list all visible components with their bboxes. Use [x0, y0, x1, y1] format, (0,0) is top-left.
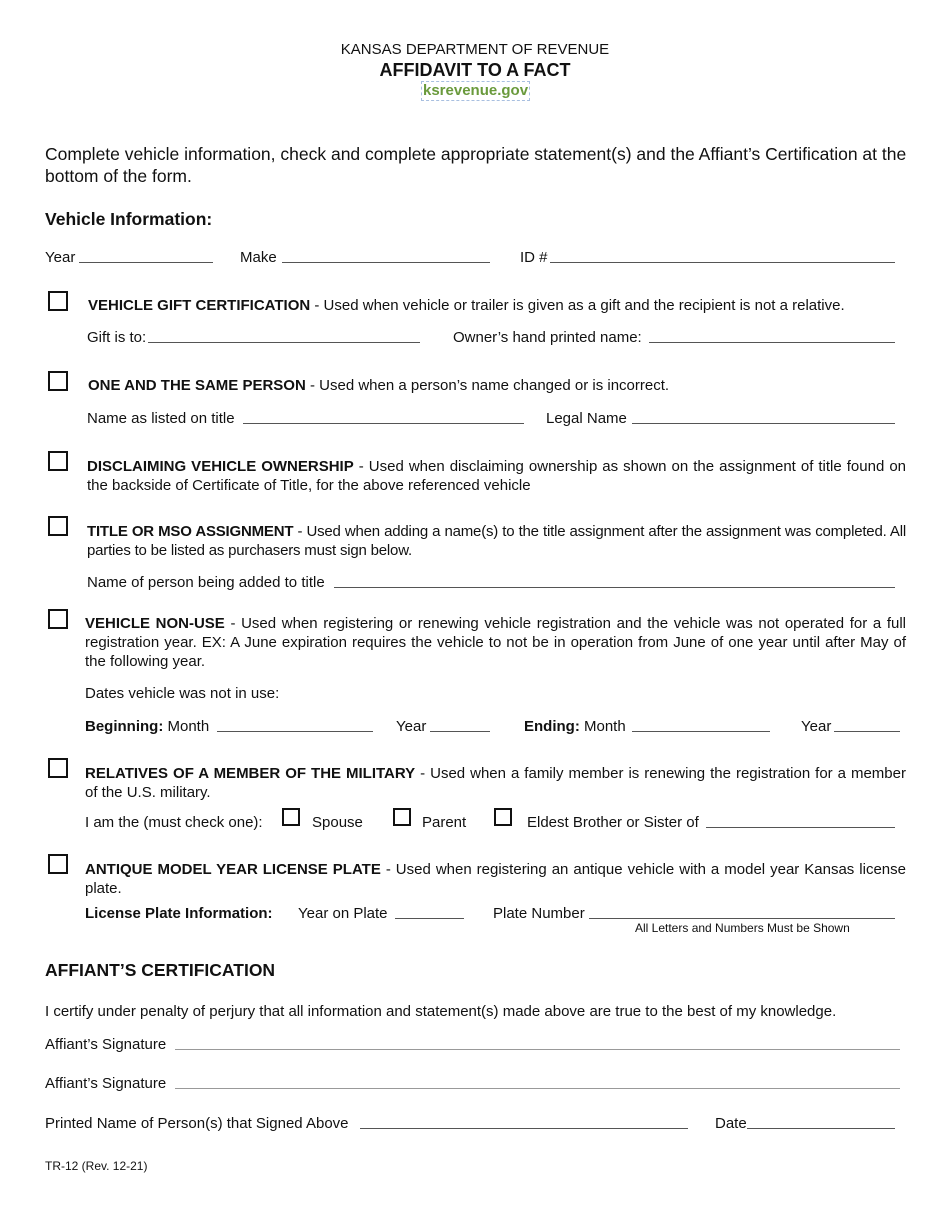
added-name-input[interactable]: [335, 571, 894, 587]
make-input[interactable]: [283, 246, 489, 262]
ending-label: Ending:: [524, 718, 580, 735]
signature-input-1[interactable]: [176, 1033, 899, 1049]
signature-label-2: Affiant’s Signature: [45, 1075, 167, 1092]
ending-month-label: [524, 717, 626, 736]
certification-heading: AFFIANT’S CERTIFICATION: [45, 960, 276, 980]
make-line: [282, 262, 490, 263]
certification-statement: I certify under penalty of perjury that all information and statement(s) made above are true to the best of my knowledge.: [45, 1003, 837, 1020]
year-on-plate-input[interactable]: [396, 902, 463, 918]
id-input[interactable]: [551, 246, 894, 262]
antique-desc: - Used when registering an antique vehicle with a model year Kansas license plate.: [85, 861, 906, 897]
title-assignment-checkbox[interactable]: [48, 516, 68, 536]
beginning-year-input[interactable]: [431, 715, 489, 731]
beginning-month-label: [85, 717, 209, 736]
beginning-label: Beginning:: [85, 718, 164, 735]
ending-year-input[interactable]: [835, 715, 899, 731]
sibling-name-input[interactable]: [707, 811, 894, 827]
ending-month-line: [632, 731, 770, 732]
gift-to-line: [148, 342, 420, 343]
ending-year-label: Year: [801, 718, 832, 735]
military-statement: [85, 764, 906, 802]
date-input[interactable]: [748, 1112, 894, 1128]
plate-number-label: Plate Number: [493, 905, 585, 922]
parent-label: Parent: [422, 814, 467, 831]
title-name-line: [243, 423, 524, 424]
military-checkbox[interactable]: [48, 758, 68, 778]
plate-number-line: [589, 918, 895, 919]
beginning-month-text: Month: [167, 718, 210, 735]
antique-checkbox[interactable]: [48, 854, 68, 874]
form-title: AFFIDAVIT TO A FACT: [379, 60, 571, 80]
agency-name: KANSAS DEPARTMENT OF REVENUE: [340, 41, 610, 58]
printed-name-line: [360, 1128, 688, 1129]
beginning-month-line: [217, 731, 373, 732]
printed-name-label: Printed Name of Person(s) that Signed Above: [45, 1115, 349, 1132]
same-person-title: ONE AND THE SAME PERSON: [88, 377, 306, 394]
legal-name-line: [632, 423, 895, 424]
gift-to-label: Gift is to:: [87, 329, 147, 346]
instructions: Complete vehicle information, check and complete appropriate statement(s) and the Affiant’s Certification at the bottom of the form.: [45, 144, 907, 186]
make-label: Make: [240, 249, 277, 266]
same-person-checkbox[interactable]: [48, 371, 68, 391]
spouse-label: Spouse: [312, 814, 363, 831]
form-number: TR-12 (Rev. 12-21): [45, 1159, 148, 1173]
id-label: ID #: [520, 249, 548, 266]
added-name-line: [334, 587, 895, 588]
year-label: Year: [45, 249, 76, 266]
title-assignment-desc: - Used when adding a name(s) to the title assignment after the assignment was completed. All parties to be listed as purchasers must sign below.: [87, 523, 906, 559]
legal-name-input[interactable]: [633, 407, 894, 423]
added-name-label: Name of person being added to title: [87, 574, 325, 591]
non-use-checkbox[interactable]: [48, 609, 68, 629]
year-on-plate-label: Year on Plate: [298, 905, 388, 922]
gift-desc: - Used when vehicle or trailer is given as a gift and the recipient is not a relative.: [310, 297, 845, 314]
gift-title: VEHICLE GIFT CERTIFICATION: [88, 297, 311, 314]
owner-name-input[interactable]: [650, 326, 894, 342]
printed-name-input[interactable]: [361, 1112, 687, 1128]
sibling-name-line: [706, 827, 895, 828]
same-person-statement: [88, 376, 908, 395]
signature-line-2: [175, 1088, 900, 1089]
date-line: [747, 1128, 895, 1129]
signature-label-1: Affiant’s Signature: [45, 1036, 167, 1053]
title-assignment-title: TITLE OR MSO ASSIGNMENT: [87, 523, 294, 540]
ending-year-line: [834, 731, 900, 732]
gift-checkbox[interactable]: [48, 291, 68, 311]
signature-line-1: [175, 1049, 900, 1050]
id-line: [550, 262, 895, 263]
sibling-label: Eldest Brother or Sister of: [527, 814, 699, 831]
year-input[interactable]: [80, 246, 212, 262]
parent-checkbox[interactable]: [393, 808, 411, 826]
antique-statement: [85, 860, 906, 898]
legal-name-label: Legal Name: [546, 410, 627, 427]
same-person-desc: - Used when a person’s name changed or is incorrect.: [305, 377, 670, 394]
beginning-year-label: Year: [396, 718, 427, 735]
plate-note: All Letters and Numbers Must be Shown: [635, 921, 850, 935]
disclaim-desc: - Used when disclaiming ownership as shown on the assignment of title found on the backside of Certificate of Title, for the above referenced vehicle: [87, 458, 906, 494]
non-use-title: VEHICLE NON-USE: [85, 615, 225, 632]
sibling-checkbox[interactable]: [494, 808, 512, 826]
non-use-statement: [85, 614, 906, 671]
ending-month-text: Month: [584, 718, 626, 735]
beginning-month-input[interactable]: [218, 715, 372, 731]
owner-name-line: [649, 342, 895, 343]
dates-not-in-use-label: Dates vehicle was not in use:: [85, 685, 280, 702]
spouse-checkbox[interactable]: [282, 808, 300, 826]
vehicle-info-heading: Vehicle Information:: [45, 209, 213, 229]
signature-input-2[interactable]: [176, 1072, 899, 1088]
disclaim-statement: [87, 457, 906, 495]
disclaim-checkbox[interactable]: [48, 451, 68, 471]
non-use-desc: - Used when registering or renewing vehicle registration and the vehicle was not operated for a full registration year. EX: A June expiration requires the vehicle to not be in operation from June of one year until after May of the following year.: [85, 615, 906, 670]
disclaim-title: DISCLAIMING VEHICLE OWNERSHIP: [87, 458, 354, 475]
military-title: RELATIVES OF A MEMBER OF THE MILITARY: [85, 765, 416, 782]
ending-month-input[interactable]: [633, 715, 769, 731]
gift-to-input[interactable]: [149, 326, 419, 342]
date-label: Date: [715, 1115, 747, 1132]
antique-title: ANTIQUE MODEL YEAR LICENSE PLATE: [85, 861, 381, 878]
website-link[interactable]: ksrevenue.gov: [423, 82, 529, 99]
beginning-year-line: [430, 731, 490, 732]
gift-statement: [88, 296, 908, 315]
owner-name-label: Owner’s hand printed name:: [453, 329, 642, 346]
year-line: [79, 262, 213, 263]
check-one-label: I am the (must check one):: [85, 814, 263, 831]
year-on-plate-line: [395, 918, 464, 919]
title-name-label: Name as listed on title: [87, 410, 235, 427]
title-name-input[interactable]: [244, 407, 523, 423]
plate-info-label: License Plate Information:: [85, 905, 273, 922]
military-desc: - Used when a family member is renewing the registration for a member of the U.S. military.: [85, 765, 906, 801]
title-assignment-statement: [87, 522, 906, 560]
plate-number-input[interactable]: [590, 902, 894, 918]
